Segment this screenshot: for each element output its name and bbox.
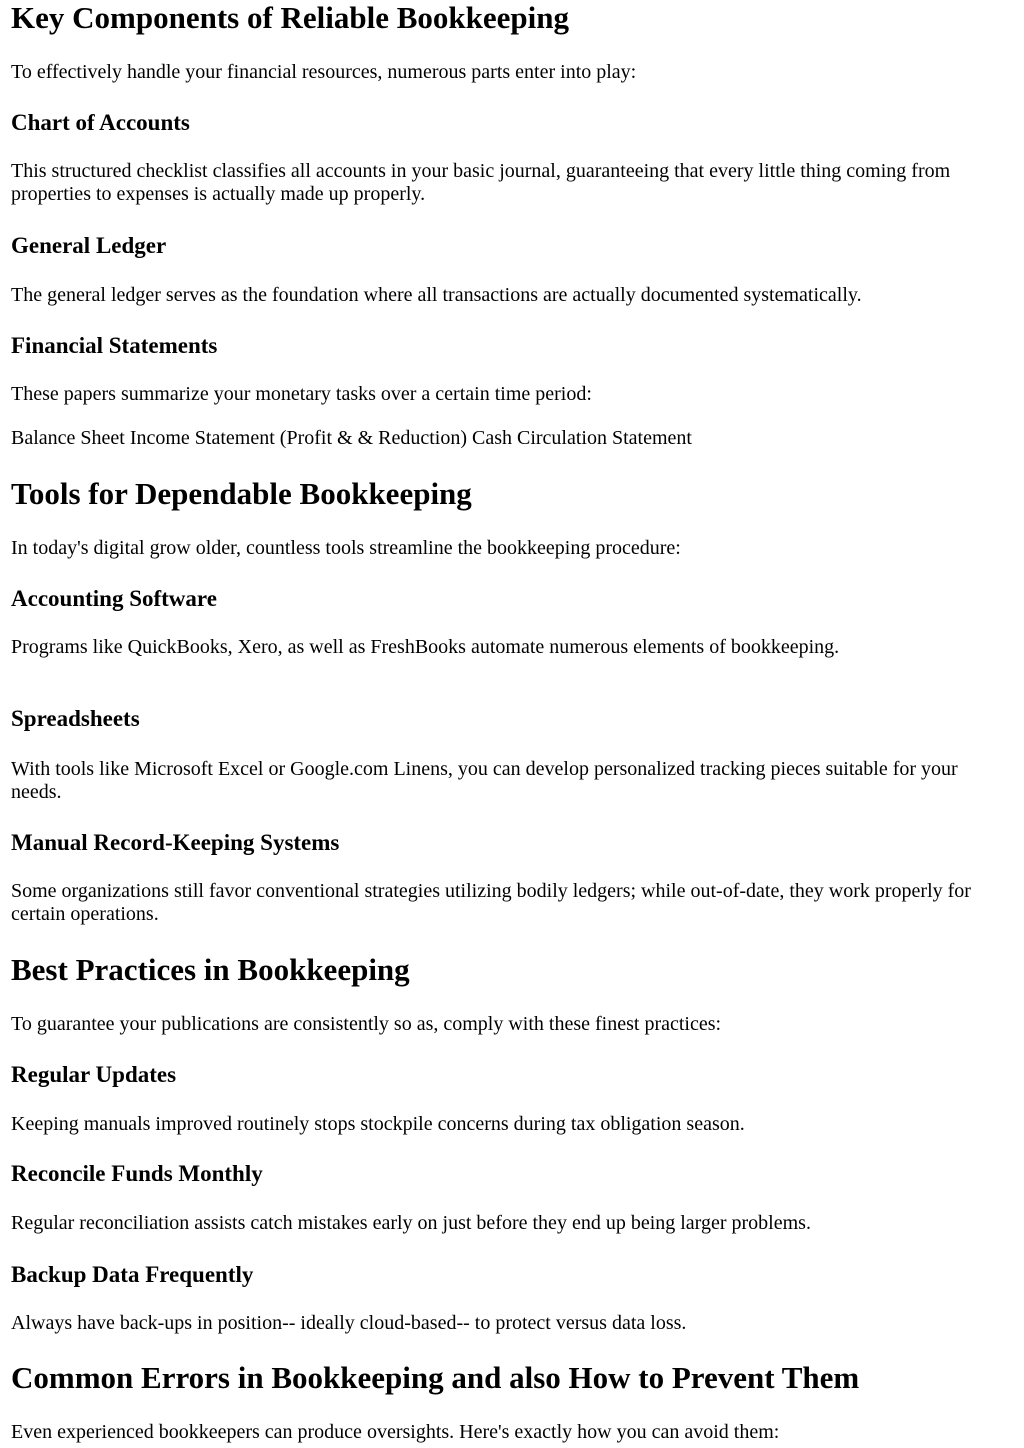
subsection-body: With tools like Microsoft Excel or Google.com Linens, you can develop personalized tracking pieces suitable for your needs. — [11, 758, 958, 803]
section-heading-best-practices: Best Practices in Bookkeeping — [11, 952, 410, 987]
subsection-title-manual-record-keeping: Manual Record-Keeping Systems — [11, 830, 340, 855]
subsection-title-chart-of-accounts: Chart of Accounts — [11, 110, 190, 135]
subsection-title-backup-data: Backup Data Frequently — [11, 1262, 254, 1287]
subsection-title-spreadsheets: Spreadsheets — [11, 706, 140, 731]
subsection-body: Regular reconciliation assists catch mistakes early on just before they end up being larger problems. — [11, 1212, 811, 1234]
section-intro: To guarantee your publications are consistently so as, comply with these finest practices: — [11, 1013, 722, 1035]
section-intro: To effectively handle your financial resources, numerous parts enter into play: — [11, 61, 637, 83]
section-intro: In today's digital grow older, countless tools streamline the bookkeeping procedure: — [11, 537, 681, 559]
subsection-body: These papers summarize your monetary tasks over a certain time period: — [11, 383, 592, 405]
subsection-body: Some organizations still favor conventional strategies utilizing bodily ledgers; while out-of-date, they work properly for certain operations. — [11, 880, 971, 925]
financial-statements-list: Balance Sheet Income Statement (Profit & & Reduction) Cash Circulation Statement — [11, 427, 692, 449]
subsection-title-general-ledger: General Ledger — [11, 233, 167, 258]
subsection-title-financial-statements: Financial Statements — [11, 333, 218, 358]
subsection-body: This structured checklist classifies all accounts in your basic journal, guaranteeing that every little thing coming from properties to expenses is actually made up properly. — [11, 160, 951, 205]
subsection-body: The general ledger serves as the foundation where all transactions are actually documented systematically. — [11, 284, 862, 306]
section-heading-common-errors: Common Errors in Bookkeeping and also How to Prevent Them — [11, 1360, 860, 1395]
section-heading-key-components: Key Components of Reliable Bookkeeping — [11, 0, 570, 35]
subsection-title-accounting-software: Accounting Software — [11, 586, 217, 611]
subsection-title-regular-updates: Regular Updates — [11, 1062, 177, 1087]
subsection-body: Programs like QuickBooks, Xero, as well as FreshBooks automate numerous elements of bookkeeping. — [11, 636, 840, 658]
section-intro: Even experienced bookkeepers can produce oversights. Here's exactly how you can avoid them: — [11, 1421, 780, 1443]
subsection-body: Always have back-ups in position-- ideally cloud-based-- to protect versus data loss. — [11, 1312, 687, 1334]
subsection-body: Keeping manuals improved routinely stops stockpile concerns during tax obligation season. — [11, 1113, 745, 1135]
subsection-title-reconcile-funds: Reconcile Funds Monthly — [11, 1161, 263, 1186]
section-heading-tools: Tools for Dependable Bookkeeping — [11, 476, 472, 511]
